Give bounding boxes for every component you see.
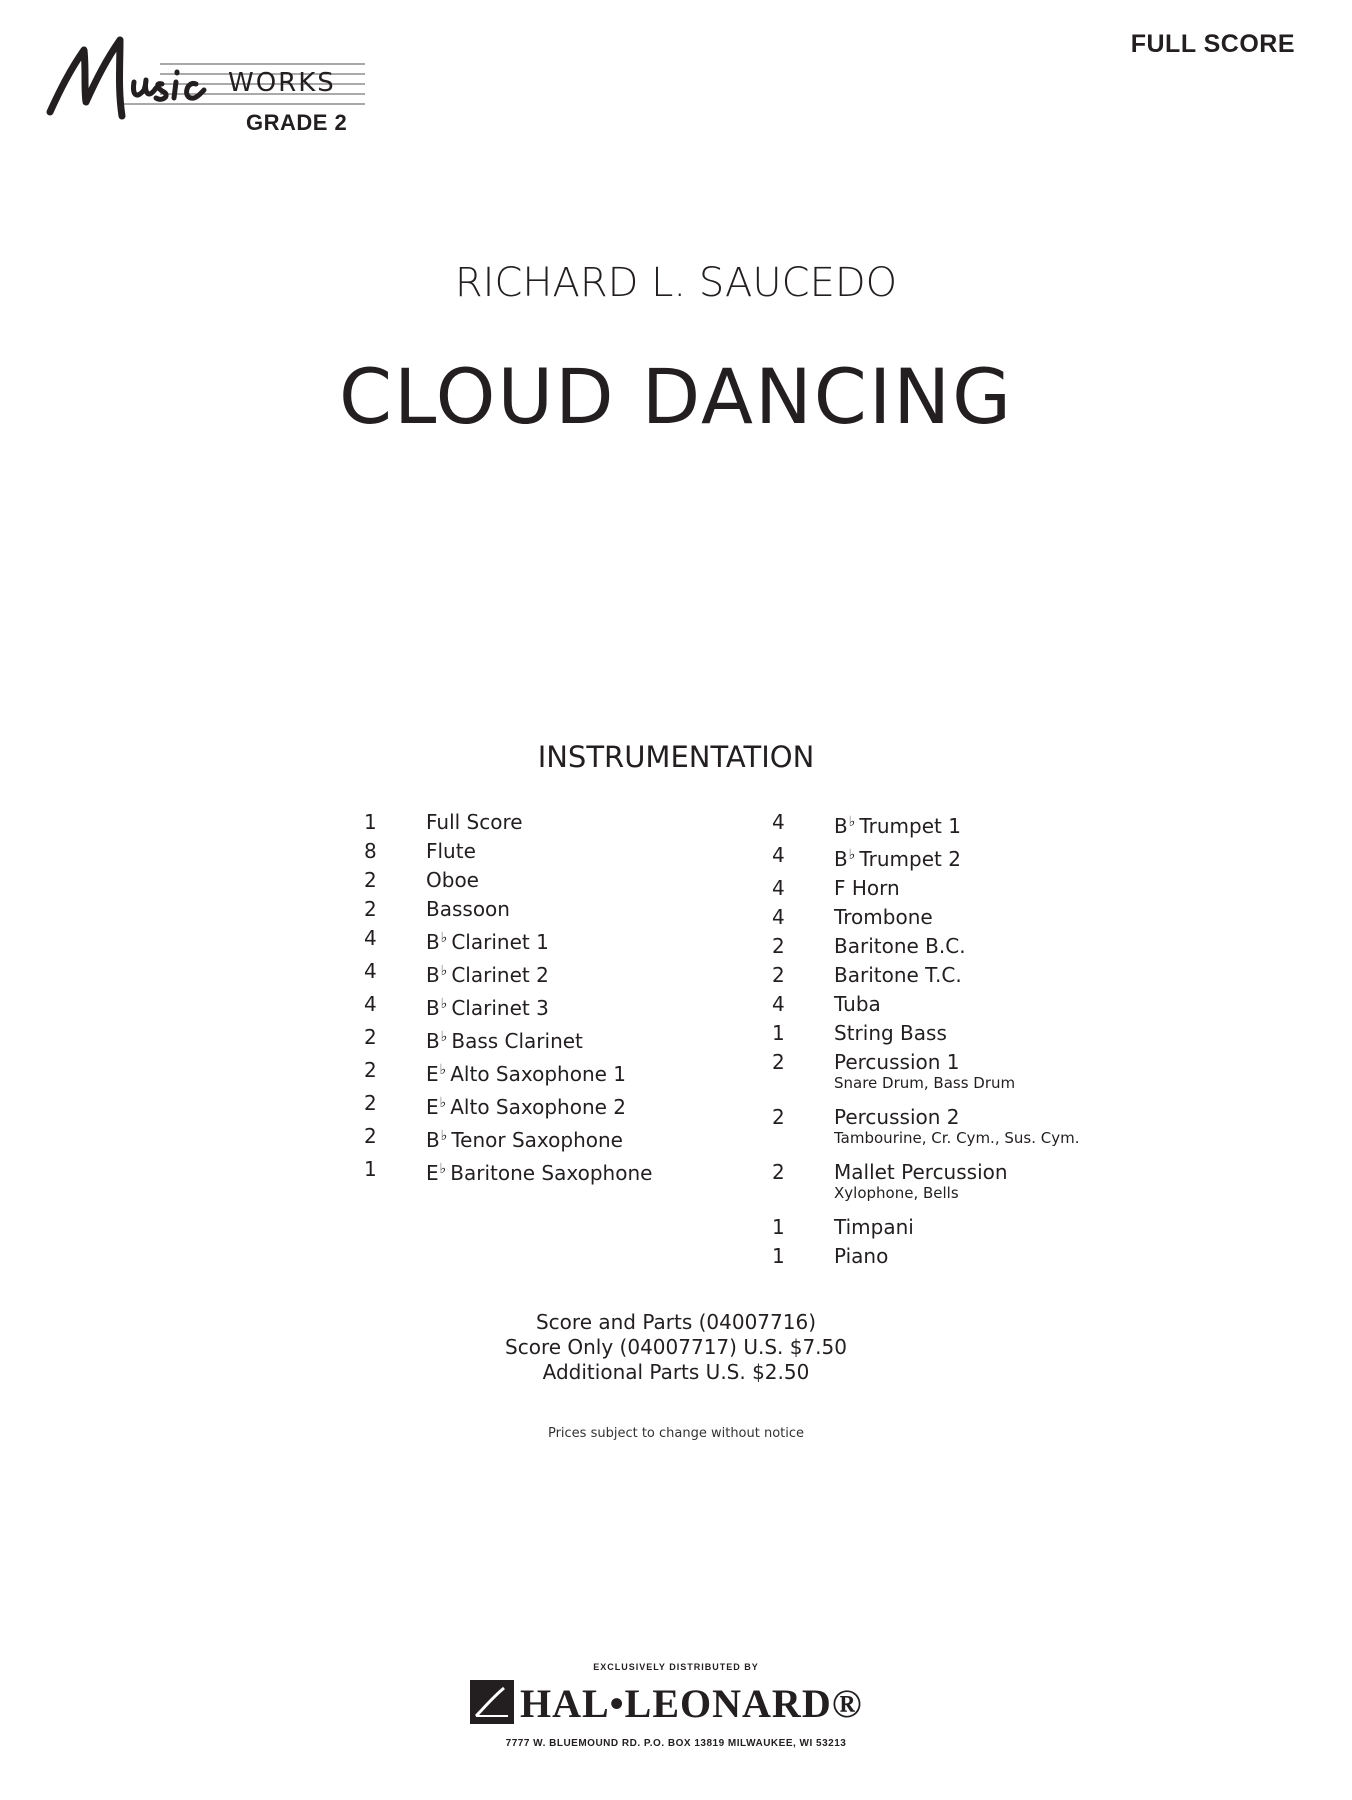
flat-sign-icon: ♭ [440, 963, 448, 979]
instrument-quantity: 2 [364, 1091, 377, 1115]
instrument-quantity: 1 [364, 810, 377, 834]
instrument-details: Snare Drum, Bass Drum [834, 1074, 1016, 1092]
instrument-name-cell [834, 1019, 947, 1048]
flat-sign-icon: ♭ [440, 1128, 448, 1144]
instrument-name-cell [834, 1158, 1008, 1213]
instrument-name-cell [426, 1122, 623, 1155]
instrument-name-cell [834, 841, 961, 874]
instrument-name: Clarinet 2 [451, 963, 549, 987]
instrument-quantity: 2 [772, 1050, 785, 1074]
instrument-row [360, 1089, 720, 1122]
instrument-row [360, 1023, 720, 1056]
instrument-key: B [426, 930, 440, 954]
instrument-quantity: 2 [364, 1025, 377, 1049]
instrument-name-cell [834, 874, 900, 903]
instrument-key: E [426, 1095, 439, 1119]
instrument-name: Timpani [834, 1215, 914, 1239]
instrument-quantity: 4 [772, 905, 785, 929]
instrument-details: Xylophone, Bells [834, 1184, 959, 1202]
instrument-name-cell [426, 895, 510, 924]
price-additional-parts: Additional Parts U.S. $2.50 [542, 1360, 810, 1384]
instrument-row [768, 932, 1188, 961]
instrument-row [360, 1155, 720, 1188]
hal-leonard-logo [470, 1676, 890, 1732]
instrument-row [360, 895, 720, 924]
flat-sign-icon: ♭ [440, 996, 448, 1012]
instrument-key: E [426, 1161, 439, 1185]
instrument-row [768, 1048, 1188, 1103]
instrument-name: Alto Saxophone 1 [450, 1062, 627, 1086]
price-disclaimer: Prices subject to change without notice [547, 1426, 805, 1441]
instrument-quantity: 1 [364, 1157, 377, 1181]
musicworks-logo [40, 30, 380, 140]
instrumentation-list-left [360, 808, 720, 1188]
instrument-name-cell [834, 1048, 1015, 1103]
instrument-key: B [426, 996, 440, 1020]
instrument-key: E [426, 1062, 439, 1086]
flat-sign-icon: ♭ [439, 1062, 447, 1078]
instrument-quantity: 1 [772, 1215, 785, 1239]
instrument-quantity: 4 [772, 876, 785, 900]
instrument-details: Tambourine, Cr. Cym., Sus. Cym. [834, 1129, 1080, 1147]
instrument-row [360, 957, 720, 990]
instrument-quantity: 2 [364, 1058, 377, 1082]
instrument-name-cell [834, 903, 933, 932]
instrument-name-cell [834, 932, 966, 961]
instrument-quantity: 2 [772, 963, 785, 987]
instrument-key: B [426, 963, 440, 987]
edition-label: FULL SCORE [1130, 30, 1295, 58]
instrument-name: Bassoon [426, 897, 510, 921]
instrument-name: Tuba [834, 992, 881, 1016]
instrument-quantity: 2 [364, 1124, 377, 1148]
flat-sign-icon: ♭ [440, 1029, 448, 1045]
instrument-row [360, 990, 720, 1023]
instrument-name-cell [834, 808, 961, 841]
flat-sign-icon: ♭ [440, 930, 448, 946]
flat-sign-icon: ♭ [439, 1095, 447, 1111]
instrument-quantity: 2 [364, 868, 377, 892]
instrument-quantity: 2 [772, 1105, 785, 1129]
instrument-name: Baritone T.C. [834, 963, 962, 987]
instrument-row [768, 903, 1188, 932]
instrument-row [360, 1122, 720, 1155]
piece-title: CLOUD DANCING [338, 352, 1014, 441]
flat-sign-icon: ♭ [848, 847, 856, 863]
instrument-key: B [834, 847, 848, 871]
instrument-name-cell [426, 957, 549, 990]
instrument-name-cell [426, 808, 523, 837]
instrument-name-cell [834, 990, 881, 1019]
instrument-key: B [834, 814, 848, 838]
instrument-name-cell [834, 1213, 914, 1242]
instrument-key: B [426, 1029, 440, 1053]
instrument-quantity: 1 [772, 1244, 785, 1268]
instrument-name: Percussion 1 [834, 1050, 960, 1074]
instrument-quantity: 4 [364, 992, 377, 1016]
instrument-quantity: 4 [364, 959, 377, 983]
instrument-key: B [426, 1128, 440, 1152]
instrument-name: Baritone Saxophone [450, 1161, 653, 1185]
instrument-name: Full Score [426, 810, 523, 834]
instrument-name: Trumpet 1 [859, 814, 961, 838]
instrument-quantity: 1 [772, 1021, 785, 1045]
instrument-name-cell [834, 1242, 888, 1271]
instrument-name: Alto Saxophone 2 [450, 1095, 627, 1119]
instrument-name: Oboe [426, 868, 479, 892]
instrument-name-cell [426, 924, 549, 957]
instrument-name-cell [426, 1155, 652, 1188]
instrument-name-cell [426, 837, 476, 866]
instrument-row [360, 924, 720, 957]
instrument-name: Mallet Percussion [834, 1160, 1008, 1184]
flat-sign-icon: ♭ [848, 814, 856, 830]
instrument-name: Baritone B.C. [834, 934, 966, 958]
instrument-name: Tenor Saxophone [451, 1128, 623, 1152]
instrument-name: Percussion 2 [834, 1105, 960, 1129]
instrumentation-heading: INSTRUMENTATION [537, 740, 815, 774]
instrument-name: Trumpet 2 [859, 847, 961, 871]
instrument-name: F Horn [834, 876, 900, 900]
instrument-row [360, 837, 720, 866]
instrument-name-cell [426, 990, 549, 1023]
instrument-row [768, 1158, 1188, 1213]
instrument-row [768, 1213, 1188, 1242]
distributed-by-label: EXCLUSIVELY DISTRIBUTED BY [593, 1662, 759, 1672]
pricing-block [0, 1310, 1352, 1385]
instrument-name-cell [426, 1089, 626, 1122]
instrument-name: Trombone [834, 905, 933, 929]
instrument-name-cell [426, 1056, 626, 1089]
instrument-row [768, 1242, 1188, 1271]
instrument-name: Bass Clarinet [451, 1029, 583, 1053]
grade-label: GRADE 2 [246, 110, 348, 135]
instrument-row [360, 866, 720, 895]
instrumentation-list-right [768, 808, 1188, 1271]
instrument-row [768, 1019, 1188, 1048]
instrument-row [768, 990, 1188, 1019]
instrument-row [768, 841, 1188, 874]
instrument-quantity: 4 [364, 926, 377, 950]
instrument-quantity: 4 [772, 992, 785, 1016]
instrument-quantity: 4 [772, 810, 785, 834]
instrument-name-cell [426, 1023, 583, 1056]
instrument-row [768, 808, 1188, 841]
instrument-name-cell [426, 866, 479, 895]
instrument-row [768, 874, 1188, 903]
instrument-row [768, 1103, 1188, 1158]
instrument-name: Clarinet 1 [451, 930, 549, 954]
instrument-quantity: 2 [772, 1160, 785, 1184]
flat-sign-icon: ♭ [439, 1161, 447, 1177]
instrument-name: Flute [426, 839, 476, 863]
publisher-name: HAL•LEONARD® [520, 1681, 863, 1726]
price-score-only: Score Only (04007717) U.S. $7.50 [505, 1335, 847, 1359]
instrument-quantity: 8 [364, 839, 377, 863]
instrument-name-cell [834, 961, 962, 990]
price-score-and-parts: Score and Parts (04007716) [535, 1310, 817, 1334]
hal-leonard-mark-icon [470, 1680, 514, 1724]
instrument-row [360, 1056, 720, 1089]
instrument-row [768, 961, 1188, 990]
logo-works-text: WORKS [228, 68, 336, 98]
instrument-name: String Bass [834, 1021, 947, 1045]
instrument-name-cell [834, 1103, 1079, 1158]
instrument-quantity: 2 [364, 897, 377, 921]
instrument-name: Clarinet 3 [451, 996, 549, 1020]
instrument-quantity: 4 [772, 843, 785, 867]
composer-name: RICHARD L. SAUCEDO [454, 260, 898, 306]
instrument-row [360, 808, 720, 837]
instrument-name: Piano [834, 1244, 889, 1268]
publisher-address: 7777 W. BLUEMOUND RD. P.O. BOX 13819 MILWAUKEE, WI 53213 [505, 1738, 847, 1749]
instrument-quantity: 2 [772, 934, 785, 958]
